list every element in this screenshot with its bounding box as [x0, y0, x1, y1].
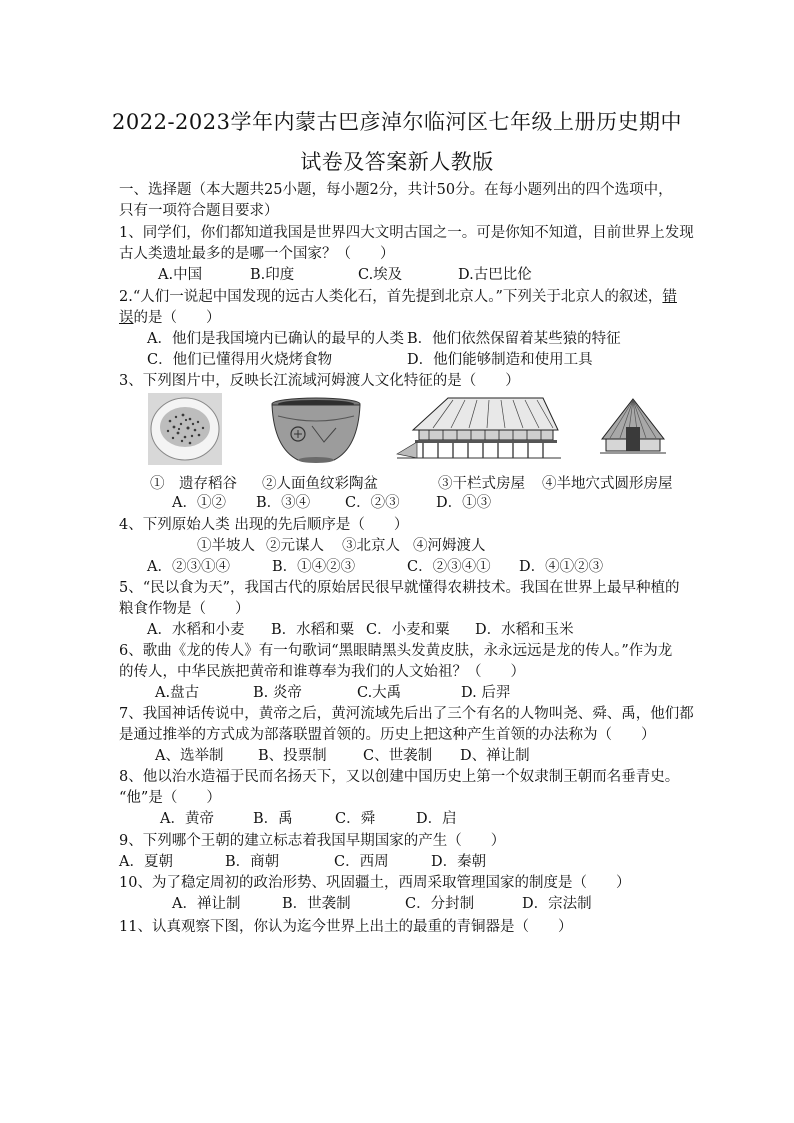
question-8-text-line-1: 8、他以治水造福于民而名扬天下，又以创建中国历史上第一个奴隶制王朝而名垂青史。 [119, 769, 680, 785]
question-10-option-a: A．禅让制 [172, 896, 241, 912]
question-4-item-1: ①半坡人 [197, 538, 255, 554]
question-2-text-line-1-main: 2.“人们一说起中国发现的远古人类化石，首先提到北京人。”下列关于北京人的叙述， [119, 289, 663, 305]
question-9-option-d: D．秦朝 [431, 854, 487, 870]
question-4-text: 4、下列原始人类 出现的先后顺序是（ ） [119, 517, 409, 533]
question-11-text: 11、认真观察下图，你认为迄今世界上出土的最重的青铜器是（ ） [119, 919, 573, 935]
question-8-option-b: B．禹 [253, 811, 293, 827]
question-7-text-line-2: 是通过推举的方式成为部落联盟首领的。历史上把这种产生首领的办法称为（ ） [119, 727, 656, 743]
document-title-line-2: 试卷及答案新人教版 [300, 150, 494, 174]
question-1-text-line-1: 1、同学们，你们都知道我国是世界四大文明古国之一。可是你知不知道，目前世界上发现 [119, 225, 694, 241]
figure-caption-1: ① 遗存稻谷 [150, 476, 237, 492]
question-4-option-a: A．②③①④ [147, 559, 230, 575]
question-6-text-line-1: 6、歌曲《龙的传人》有一句歌词“黑眼睛黑头发黄皮肤，永永远远是龙的传人。”作为龙 [119, 643, 673, 659]
question-1-text-line-2: 古人类遗址最多的是哪一个国家？（ ） [119, 246, 395, 262]
section-instructions-line-2: 只有一项符合题目要求） [119, 203, 279, 219]
painted-pottery-basin-image [268, 396, 364, 466]
figure-caption-3: ③干栏式房屋 [438, 476, 525, 492]
question-2-text-line-2 [119, 308, 221, 328]
question-4-item-4: ④河姆渡人 [413, 538, 486, 554]
question-8-option-a: A．黄帝 [160, 811, 214, 827]
question-10-option-b: B．世袭制 [282, 896, 351, 912]
question-1-option-a: A.中国 [158, 267, 203, 283]
question-4-option-b: B．①④②③ [272, 559, 356, 575]
question-6-text-line-2: 的传人，中华民族把黄帝和谁尊奉为我们的人文始祖？（ ） [119, 664, 525, 680]
question-3-option-c: C．②③ [345, 495, 400, 511]
question-2-option-a: A．他们是我国境内已确认的最早的人类 [147, 331, 404, 347]
question-9-option-b: B．商朝 [225, 854, 280, 870]
question-8-text-line-2: “他”是（ ） [119, 790, 221, 806]
question-5-option-b: B．水稻和粟 [271, 622, 355, 638]
question-5-option-d: D．水稻和玉米 [475, 622, 574, 638]
question-7-option-d: D、禅让制 [460, 748, 530, 764]
question-4-item-3: ③北京人 [342, 538, 400, 554]
question-7-option-c: C、世袭制 [363, 748, 433, 764]
question-9-text: 9、下列哪个王朝的建立标志着我国早期国家的产生（ ） [119, 833, 506, 849]
question-7-option-b: B、投票制 [258, 748, 327, 764]
question-7-option-a: A、选举制 [155, 748, 224, 764]
round-house-image [598, 397, 668, 459]
question-4-item-2: ②元谋人 [266, 538, 324, 554]
question-6-option-b: B. 炎帝 [253, 685, 302, 701]
question-2-option-d: D．他们能够制造和使用工具 [407, 352, 593, 368]
figure-caption-2: ②人面鱼纹彩陶盆 [262, 476, 378, 492]
question-10-text: 10、为了稳定周初的政治形势、巩固疆土，西周采取管理国家的制度是（ ） [119, 875, 631, 891]
question-7-text-line-1: 7、我国神话传说中，黄帝之后，黄河流域先后出了三个有名的人物叫尧、舜、禹，他们都 [119, 706, 694, 722]
question-2-text-line-2-main: 的是（ ） [133, 310, 221, 326]
figure-caption-4: ④半地穴式圆形房屋 [542, 476, 673, 492]
question-6-option-c: C.大禹 [357, 685, 402, 701]
question-10-option-d: D．宗法制 [522, 896, 592, 912]
question-1-option-d: D.古巴比伦 [458, 267, 532, 283]
document-title-line-1: 2022-2023学年内蒙古巴彦淖尔临河区七年级上册历史期中 [112, 110, 682, 134]
question-4-option-c: C．②③④① [407, 559, 491, 575]
section-instructions-line-1: 一、选择题（本大题共25小题，每小题2分，共计50分。在每小题列出的四个选项中， [119, 182, 673, 198]
question-5-text-line-2: 粮食作物是（ ） [119, 601, 250, 617]
question-6-option-d: D. 后羿 [461, 685, 511, 701]
question-9-option-c: C．西周 [334, 854, 389, 870]
question-1-option-c: C.埃及 [358, 267, 403, 283]
stilt-house-image [393, 394, 563, 462]
question-3-option-d: D．①③ [436, 495, 492, 511]
question-9-option-a: A．夏朝 [119, 854, 173, 870]
question-2-emphasis-2: 误 [119, 310, 134, 326]
question-4-option-d: D．④①②③ [519, 559, 604, 575]
question-3-option-a: A．①② [172, 495, 226, 511]
question-5-option-a: A．水稻和小麦 [147, 622, 245, 638]
question-8-option-c: C．舜 [335, 811, 376, 827]
question-8-option-d: D．启 [416, 811, 457, 827]
question-2-option-b: B．他们依然保留着某些猿的特征 [407, 331, 621, 347]
question-2-text-line-1 [119, 287, 677, 307]
question-10-option-c: C．分封制 [405, 896, 475, 912]
question-6-option-a: A.盘古 [155, 685, 200, 701]
question-3-option-b: B．③④ [256, 495, 311, 511]
question-5-option-c: C．小麦和粟 [366, 622, 450, 638]
question-1-option-b: B.印度 [250, 267, 295, 283]
question-2-emphasis-1: 错 [662, 289, 677, 305]
question-5-text-line-1: 5、“民以食为天”，我国古代的原始居民很早就懂得农耕技术。我国在世界上最早种植的 [119, 580, 680, 596]
question-2-option-c: C．他们已懂得用火烧烤食物 [147, 352, 333, 368]
rice-grains-image [148, 393, 222, 465]
question-3-text: 3、下列图片中，反映长江流域河姆渡人文化特征的是（ ） [119, 373, 520, 389]
